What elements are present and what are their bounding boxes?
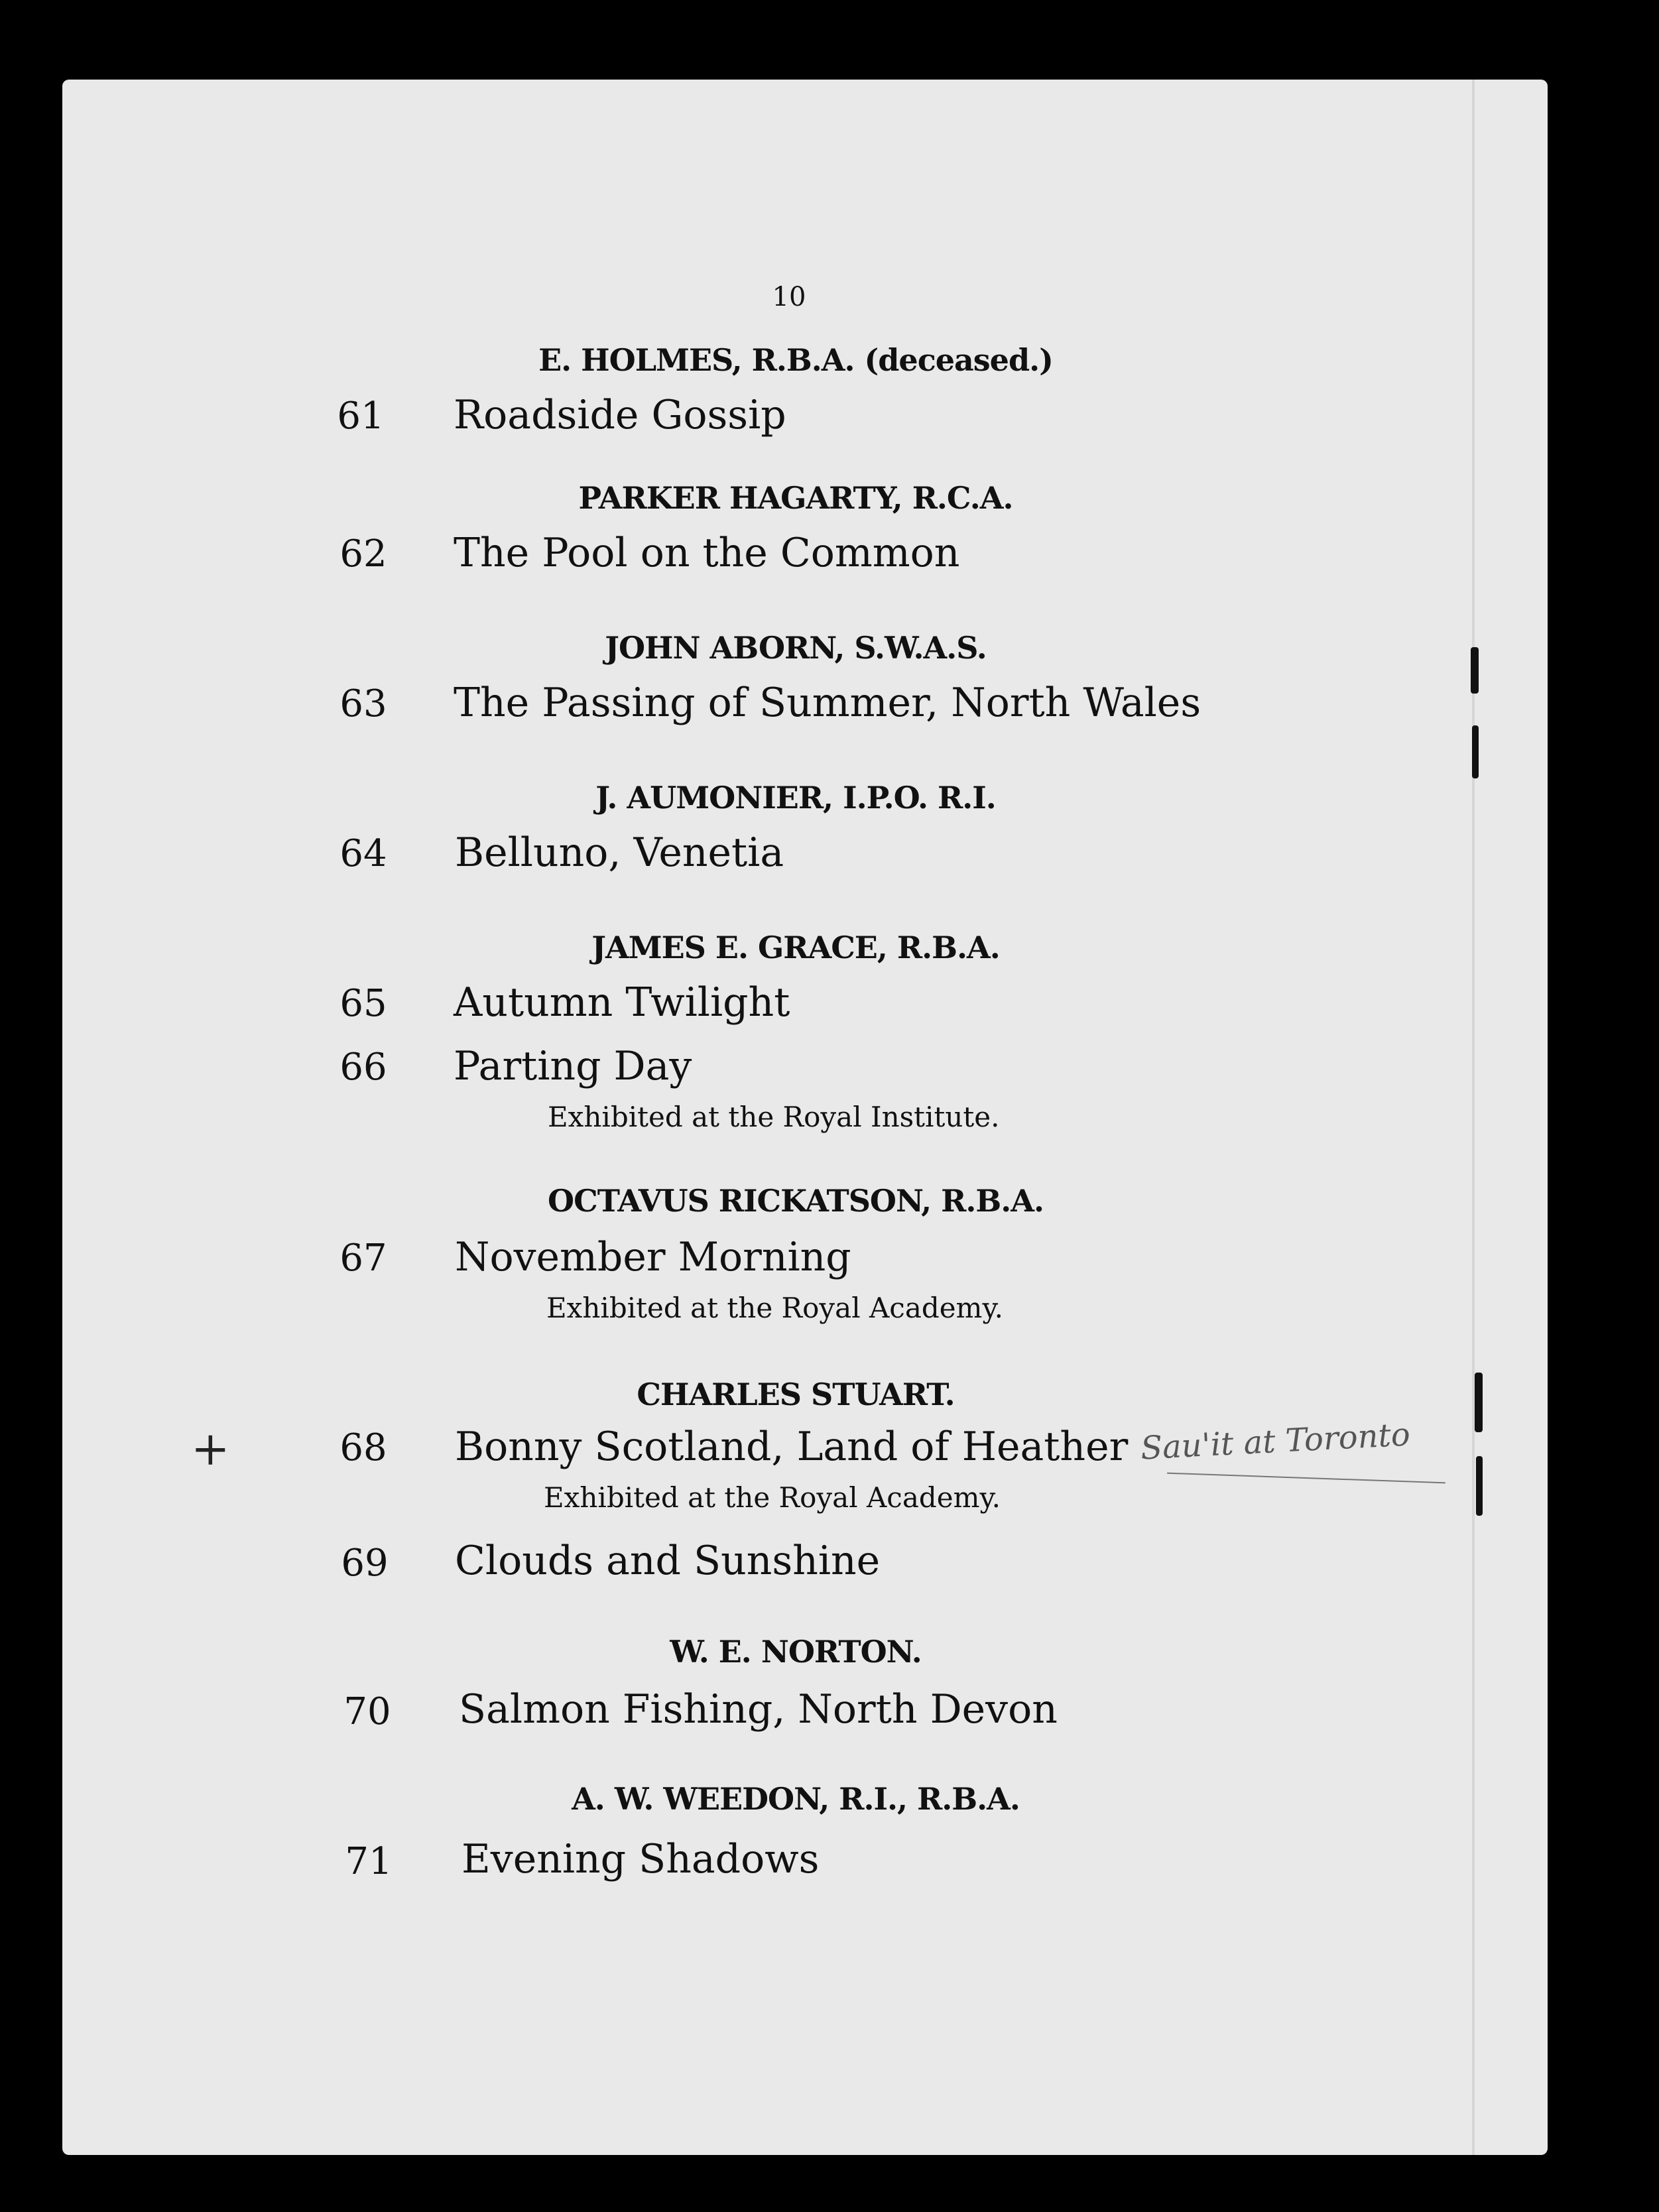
catalogue-number: 65 (339, 982, 387, 1025)
artwork-title: The Pool on the Common (454, 530, 960, 576)
page-number: 10 (772, 282, 806, 312)
artist-heading: A. W. WEEDON, R.I., R.B.A. (572, 1781, 1020, 1817)
artwork-title: Belluno, Venetia (455, 830, 784, 876)
artwork-title: Parting Day (454, 1043, 692, 1089)
artwork-title: The Passing of Summer, North Wales (454, 680, 1201, 726)
artist-heading: JOHN ABORN, S.W.A.S. (605, 630, 987, 666)
catalogue-number: 66 (339, 1046, 387, 1089)
margin-mark: + (191, 1422, 230, 1476)
catalogue-number: 64 (339, 832, 387, 875)
catalogue-number: 70 (343, 1690, 391, 1733)
artist-heading: CHARLES STUART. (637, 1377, 955, 1412)
catalogue-number: 69 (341, 1542, 389, 1585)
artwork-title: Clouds and Sunshine (455, 1538, 881, 1584)
catalogue-number: 62 (339, 532, 387, 576)
handwritten-note: Sau'it at Toronto (1139, 1416, 1411, 1467)
catalogue-number: 68 (339, 1426, 387, 1469)
page-fold-shadow (1472, 80, 1475, 2155)
artist-heading: W. E. NORTON. (670, 1634, 922, 1670)
artist-heading: J. AUMONIER, I.P.O. R.I. (595, 780, 996, 816)
artist-heading: OCTAVUS RICKATSON, R.B.A. (548, 1183, 1044, 1219)
catalogue-number: 67 (339, 1237, 387, 1280)
scan-edge-mark (1475, 1373, 1483, 1432)
artwork-title: November Morning (455, 1234, 851, 1280)
scan-edge-mark (1476, 1456, 1483, 1516)
exhibition-note: Exhibited at the Royal Academy. (544, 1481, 1001, 1514)
artwork-title: Evening Shadows (461, 1836, 820, 1882)
exhibition-note: Exhibited at the Royal Academy. (546, 1292, 1003, 1324)
catalogue-number: 71 (345, 1840, 393, 1883)
scan-edge-mark (1471, 647, 1479, 694)
artwork-title: Salmon Fishing, North Devon (459, 1686, 1058, 1733)
artist-heading: E. HOLMES, R.B.A. (deceased.) (538, 342, 1053, 378)
artist-heading: JAMES E. GRACE, R.B.A. (591, 930, 1000, 965)
exhibition-note: Exhibited at the Royal Institute. (548, 1101, 1000, 1133)
catalogue-number: 63 (339, 682, 387, 725)
catalogue-number: 61 (337, 395, 385, 438)
artwork-title: Roadside Gossip (454, 392, 786, 438)
scan-edge-mark (1472, 725, 1479, 778)
artist-heading: PARKER HAGARTY, R.C.A. (578, 480, 1013, 516)
artwork-title: Bonny Scotland, Land of Heather (455, 1424, 1129, 1470)
artwork-title: Autumn Twilight (454, 979, 790, 1026)
